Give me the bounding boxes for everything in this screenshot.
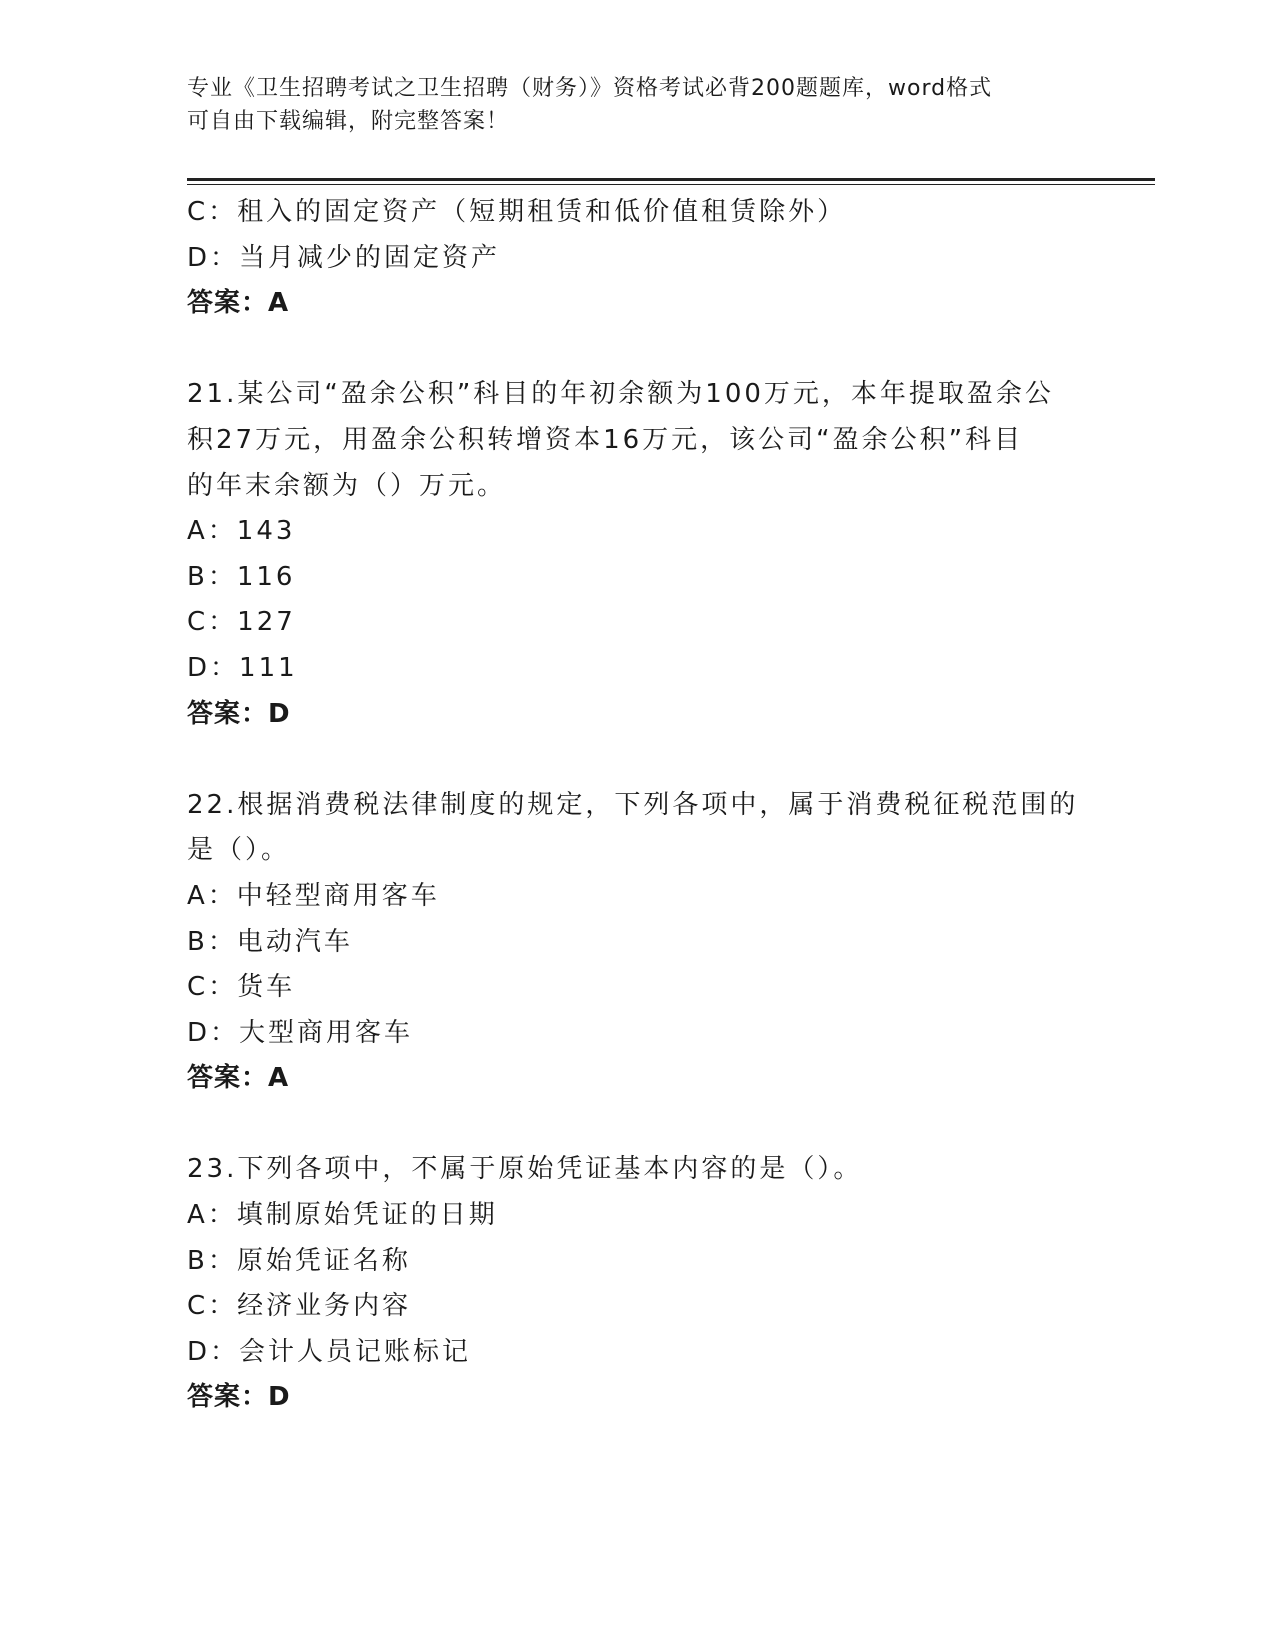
header-divider-thin bbox=[187, 184, 1155, 185]
question-text-line-1: 22.根据消费税法律制度的规定，下列各项中，属于消费税征税范围的 bbox=[187, 789, 1079, 820]
spacer bbox=[187, 737, 1087, 783]
option-d: D：会计人员记账标记 bbox=[187, 1336, 472, 1367]
question-20-tail bbox=[187, 190, 1087, 327]
question-text-line-2: 是（）。 bbox=[187, 835, 291, 866]
document-header bbox=[187, 72, 1077, 138]
question-text-line-2: 积27万元，用盈余公积转增资本16万元，该公司“盈余公积”科目 bbox=[187, 424, 1024, 455]
option-d: D：大型商用客车 bbox=[187, 1017, 414, 1048]
question-text-line-3: 的年末余额为（）万元。 bbox=[187, 470, 507, 501]
option-b: B：116 bbox=[187, 561, 296, 592]
option-d: D：当月减少的固定资产 bbox=[187, 242, 501, 273]
option-a: A：填制原始凭证的日期 bbox=[187, 1200, 498, 1231]
answer: 答案：D bbox=[187, 698, 291, 729]
answer: 答案：A bbox=[187, 288, 290, 319]
question-list bbox=[187, 190, 1087, 1421]
option-d: D：111 bbox=[187, 652, 298, 683]
header-line-1: 专业《卫生招聘考试之卫生招聘（财务）》资格考试必背200题题库，word格式 bbox=[187, 76, 993, 101]
header-divider-thick bbox=[187, 178, 1155, 181]
question-23 bbox=[187, 1147, 1087, 1421]
option-c: C：经济业务内容 bbox=[187, 1291, 412, 1322]
question-22 bbox=[187, 783, 1087, 1102]
option-a: A：143 bbox=[187, 516, 296, 547]
header-line-2: 可自由下载编辑，附完整答案！ bbox=[187, 109, 510, 134]
spacer bbox=[187, 1102, 1087, 1148]
option-a: A：中轻型商用客车 bbox=[187, 880, 440, 911]
option-b: B：原始凭证名称 bbox=[187, 1245, 411, 1276]
option-c: C：租入的固定资产（短期租赁和低价值租赁除外） bbox=[187, 197, 847, 227]
question-text-line-1: 21.某公司“盈余公积”科目的年初余额为100万元，本年提取盈余公 bbox=[187, 379, 1054, 410]
answer: 答案：D bbox=[187, 1382, 291, 1413]
option-c: C：127 bbox=[187, 607, 296, 638]
question-text-line-1: 23.下列各项中，不属于原始凭证基本内容的是（）。 bbox=[187, 1154, 863, 1185]
option-c: C：货车 bbox=[187, 972, 296, 1003]
answer: 答案：A bbox=[187, 1063, 290, 1094]
question-21 bbox=[187, 372, 1087, 737]
spacer bbox=[187, 327, 1087, 373]
option-b: B：电动汽车 bbox=[187, 926, 353, 957]
